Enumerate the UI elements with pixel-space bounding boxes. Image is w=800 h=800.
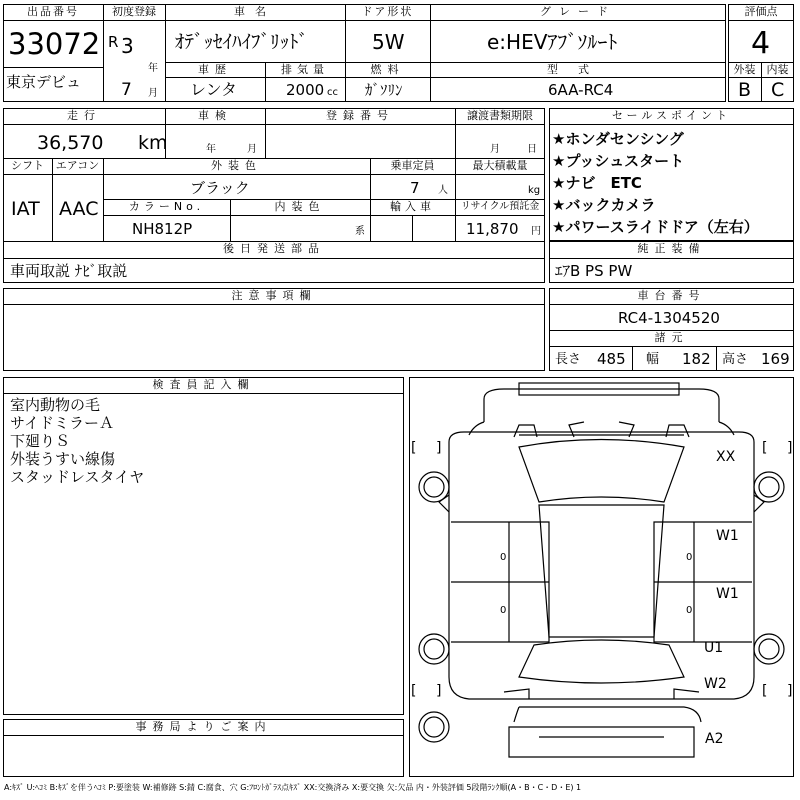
length: 485 bbox=[597, 350, 626, 368]
damage-mark: W1 bbox=[716, 586, 739, 602]
capacity: 7 bbox=[410, 179, 420, 197]
exterior-label: 外装 bbox=[733, 63, 756, 76]
first-reg-month: 7 bbox=[121, 80, 132, 100]
mileage-unit: km bbox=[138, 132, 168, 154]
car-name: ｵﾃﾞｯｾｲﾊｲﾌﾞﾘｯﾄﾞ bbox=[175, 31, 309, 53]
damage-mark: U1 bbox=[704, 640, 724, 656]
height: 169 bbox=[761, 350, 790, 368]
fuel: ｶﾞｿﾘﾝ bbox=[365, 81, 403, 99]
chassis-label: 車台番号 bbox=[637, 289, 706, 302]
damage-mark: XX bbox=[716, 449, 736, 465]
bracket-close: ] bbox=[787, 683, 793, 699]
recycle: 11,870 bbox=[466, 220, 519, 238]
sales-points-label: セールスポイント bbox=[611, 109, 731, 122]
inspector-note: スタッドレスタイヤ bbox=[10, 468, 145, 486]
inspection-year-unit: 年 bbox=[206, 144, 216, 155]
era: R bbox=[108, 33, 119, 51]
exterior-grade: B bbox=[738, 79, 752, 101]
inspector-note: サイドミラーＡ bbox=[10, 414, 114, 432]
damage-mark: W2 bbox=[704, 676, 727, 692]
displacement: 2000 bbox=[286, 81, 325, 99]
mileage-label: 走行 bbox=[67, 109, 101, 122]
width: 182 bbox=[682, 350, 711, 368]
venue: 東京デビュ bbox=[6, 73, 82, 91]
mileage: 36,570 bbox=[37, 132, 104, 154]
month-unit: 月 bbox=[148, 88, 158, 99]
interior-grade: C bbox=[771, 79, 785, 101]
inspector-note: 室内動物の毛 bbox=[10, 396, 101, 414]
sales-point-item: ★プッシュスタート bbox=[552, 152, 685, 170]
shift-label: シフト bbox=[11, 159, 44, 172]
ext-color-label: 外装色 bbox=[211, 159, 262, 172]
ac: AAC bbox=[59, 198, 99, 220]
equipment-label: 純正装備 bbox=[637, 242, 706, 255]
model-label: 型式 bbox=[547, 63, 609, 76]
office-label: 事務局よりご案内 bbox=[135, 720, 272, 733]
fuel-label: 燃料 bbox=[370, 63, 405, 76]
sales-point-item: ★ナビ ETC bbox=[552, 174, 642, 192]
history-label: 車歴 bbox=[198, 63, 232, 76]
capacity-unit: 人 bbox=[438, 185, 448, 196]
ext-color: ブラック bbox=[190, 179, 250, 197]
reg-no-label: 登録番号 bbox=[326, 109, 394, 122]
bracket-close: ] bbox=[436, 440, 442, 456]
bracket-close: ] bbox=[436, 683, 442, 699]
model: 6AA-RC4 bbox=[548, 81, 614, 99]
sales-point-item: ★ホンダセンシング bbox=[552, 130, 684, 148]
legend: A:ｷｽﾞ U:ﾍｺﾐ B:ｷｽﾞを伴うﾍｺﾐ P:要塗装 W:補修跡 S:錆 C:腐食、穴 G:ﾌﾛﾝﾄｶﾞﾗｽ点ｷｽﾞ XX:交換済み X:要交換 欠:欠品 内・外装評価 5段階ﾗﾝｸ順(A・B・C・D・E) 1 bbox=[4, 783, 582, 792]
inspection-label: 車検 bbox=[198, 109, 232, 122]
bracket-close: ] bbox=[787, 440, 793, 456]
history: レンタ bbox=[190, 80, 237, 99]
max-load-label: 最大積載量 bbox=[472, 159, 528, 172]
int-color-unit: 系 bbox=[355, 226, 365, 237]
bracket-open: [ bbox=[411, 440, 417, 456]
score: 4 bbox=[751, 26, 771, 61]
length-label: 長さ bbox=[555, 352, 582, 367]
damage-mark: W1 bbox=[716, 528, 739, 544]
transfer-day-unit: 日 bbox=[527, 144, 537, 155]
transfer-month-unit: 月 bbox=[490, 144, 500, 155]
recycle-label: リサイクル預託金 bbox=[460, 201, 540, 212]
year-unit: 年 bbox=[148, 63, 158, 74]
color-no-label: カラーNo. bbox=[128, 200, 205, 213]
displacement-label: 排気量 bbox=[281, 63, 329, 76]
bracket-open: [ bbox=[762, 683, 768, 699]
damage-mark: A2 bbox=[705, 731, 724, 747]
inspector-label: 検査員記入欄 bbox=[152, 378, 255, 391]
lot-no: 33072 bbox=[8, 27, 101, 61]
door-label: ドア形状 bbox=[361, 5, 414, 18]
bracket-open: [ bbox=[762, 440, 768, 456]
zero-mark: 0 bbox=[686, 605, 693, 616]
shift: IAT bbox=[11, 198, 40, 220]
later-parts: 車両取説 ﾅﾋﾞ取説 bbox=[10, 262, 128, 280]
recycle-unit: 円 bbox=[531, 226, 541, 237]
int-color-label: 内装色 bbox=[274, 200, 326, 213]
transfer-label: 譲渡書類期限 bbox=[467, 109, 533, 122]
first-reg-year: 3 bbox=[121, 34, 134, 58]
capacity-label: 乗車定員 bbox=[390, 159, 435, 172]
later-parts-label: 後日発送部品 bbox=[223, 242, 325, 255]
color-no: NH812P bbox=[132, 220, 193, 238]
dimensions-label: 諸元 bbox=[654, 331, 689, 344]
lot-no-label: 出品番号 bbox=[27, 5, 79, 18]
height-label: 高さ bbox=[722, 352, 749, 367]
zero-mark: 0 bbox=[686, 552, 693, 563]
bracket-open: [ bbox=[411, 683, 417, 699]
max-load-unit: kg bbox=[528, 185, 541, 196]
door: 5W bbox=[372, 30, 405, 54]
grade-label: グレード bbox=[540, 5, 616, 18]
zero-mark: 0 bbox=[500, 552, 507, 563]
first-reg-label: 初度登録 bbox=[112, 5, 156, 18]
ac-label: エアコン bbox=[55, 159, 100, 172]
sales-point-item: ★パワースライドドア（左右） bbox=[552, 218, 759, 236]
chassis-no: RC4-1304520 bbox=[618, 309, 720, 327]
score-label: 評価点 bbox=[744, 5, 778, 18]
width-label: 幅 bbox=[646, 352, 660, 367]
caution-label: 注意事項欄 bbox=[231, 289, 317, 302]
zero-mark: 0 bbox=[500, 605, 507, 616]
car-diagram bbox=[409, 377, 794, 777]
inspector-note: 下廻りＳ bbox=[10, 432, 71, 450]
interior-label: 内装 bbox=[766, 63, 789, 76]
import-label: 輸入車 bbox=[390, 200, 435, 213]
displacement-unit: cc bbox=[327, 87, 338, 98]
inspection-month-unit: 月 bbox=[247, 144, 257, 155]
inspector-note: 外装うすい線傷 bbox=[10, 450, 116, 468]
equipment: ｴｱB PS PW bbox=[555, 262, 633, 280]
car-name-label: 車名 bbox=[234, 5, 276, 18]
sales-point-item: ★バックカメラ bbox=[552, 196, 656, 214]
grade: e:HEVｱﾌﾞｿﾙｰﾄ bbox=[487, 30, 618, 54]
